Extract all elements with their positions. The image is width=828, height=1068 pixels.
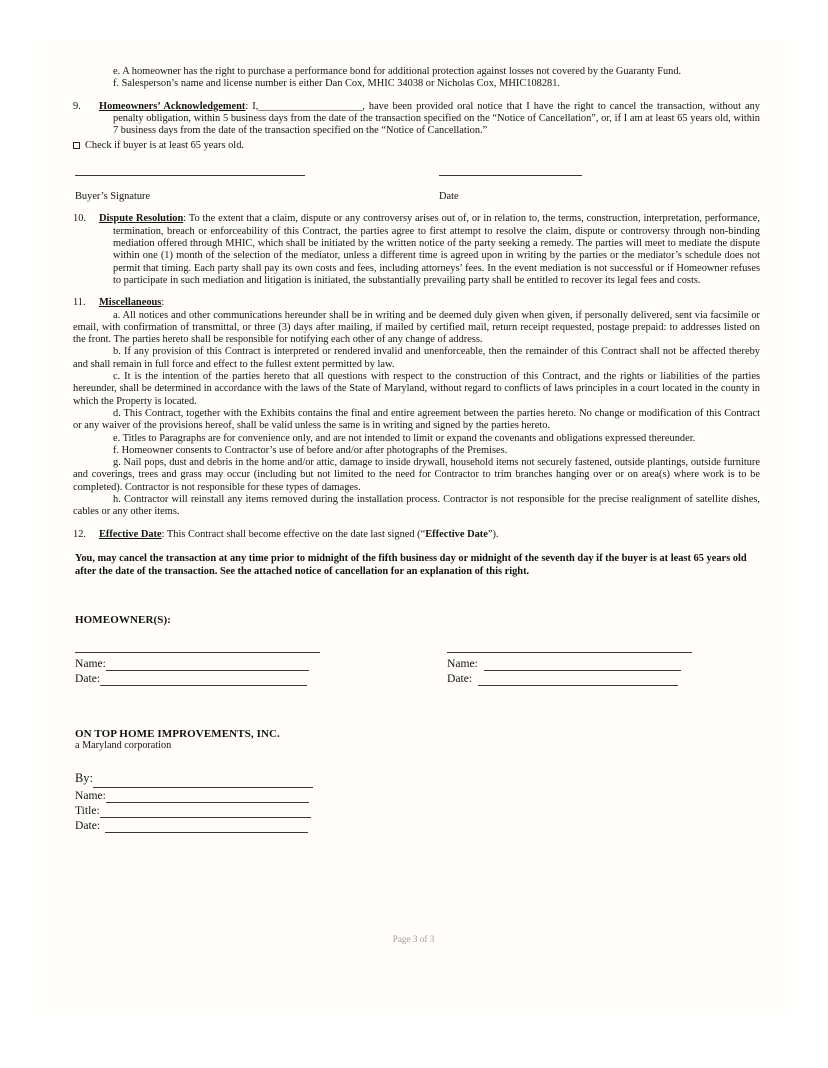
homeowner-left-name-row[interactable] bbox=[75, 656, 309, 671]
contractor-title-row[interactable] bbox=[75, 803, 760, 818]
homeowner-right-name-row[interactable] bbox=[447, 656, 681, 671]
homeowner-right-date-label: Date: bbox=[447, 672, 473, 686]
contractor-date-line[interactable] bbox=[105, 820, 308, 833]
homeowner-left-date-line[interactable] bbox=[100, 673, 307, 686]
section-12-text-before: : This Contract shall become effective on the date last signed (“ bbox=[161, 528, 426, 540]
section-11-item-c: c. It is the intention of the parties hereto that all questions with respect to the construction of this Contract, and the rights or liabilities of the parties hereunder, shall be determined in accordance with the laws of the State of Maryland, without regard to conflicts of laws principles in a court located in the county in which the Property is located. bbox=[73, 371, 760, 407]
buyer-signature-caption: Buyer’s Signature bbox=[75, 191, 151, 203]
section-11 bbox=[73, 297, 760, 309]
homeowner-right-name-label: Name: bbox=[447, 657, 478, 671]
homeowner-block-title: HOMEOWNER(S): bbox=[75, 614, 172, 627]
clause-e: e. A homeowner has the right to purchase a performance bond for additional protection against losses not covered by the Guaranty Fund. bbox=[113, 66, 682, 77]
homeowner-left-signature-line[interactable] bbox=[75, 652, 320, 653]
homeowner-right-name-line[interactable] bbox=[484, 658, 681, 671]
section-11-number: 11. bbox=[73, 297, 86, 309]
section-11-item-d: d. This Contract, together with the Exhibits contains the final and entire agreement between the parties hereto. No change or modification of this Contract or any waiver of the provisions hereof, shall be valid unless the same is in writing and signed by the parties hereto. bbox=[73, 407, 760, 432]
homeowner-right-date-line[interactable] bbox=[478, 673, 678, 686]
document-page bbox=[35, 40, 792, 1015]
contractor-by-row[interactable] bbox=[75, 769, 760, 788]
buyer-date-line[interactable] bbox=[439, 175, 582, 176]
contractor-name-label: Name: bbox=[75, 789, 106, 803]
section-9-text: : I,____________________, have been provided oral notice that I have the right to cancel the transaction, without any penalty obligation, within 5 business days from the date of the transaction specified on the “Notice of Cancellation”, or, if I am at least 65 years old, within 7 business days from the date of the transaction specified on the “Notice of Cancellation.” bbox=[113, 100, 761, 137]
contractor-date-label: Date: bbox=[75, 819, 101, 833]
homeowner-left-name-label: Name: bbox=[75, 657, 106, 671]
section-11-item-f: f. Homeowner consents to Contractor’s use of before and/or after photographs of the Premises. bbox=[113, 444, 508, 456]
contractor-company-type: a Maryland corporation bbox=[75, 740, 172, 752]
section-10 bbox=[73, 213, 760, 287]
section-12-body bbox=[99, 529, 760, 541]
section-10-body bbox=[99, 213, 760, 287]
section-12-text-after: ”). bbox=[487, 528, 499, 540]
homeowner-left-date-label: Date: bbox=[75, 672, 101, 686]
section-11-item-b: b. If any provision of this Contract is interpreted or rendered invalid and unenforceable, then the remainder of this Contract shall not be affected thereby and shall remain in full force and effect to the fullest extent permitted by law. bbox=[73, 346, 760, 370]
contractor-name-line[interactable] bbox=[106, 790, 309, 803]
age-checkbox-row[interactable] bbox=[73, 140, 760, 151]
section-10-text: : To the extent that a claim, dispute or any controversy arises out of, or in relation to, the terms, construction, interpretation, performance, termination, breach or enforceability of this Contract, the parties agree to first attempt to resolve the claim, dispute or controversy through non-binding mediation offered through MHIC, which shall be initiated by the written notice of the party seeking a remedy. The parties will meet to mediate the dispute within one (1) month of the selection of the mediator, unless a different time is agreed upon in writing by the parties or the mediator’s schedule does not permit that timing. Each party shall pay its own costs and fees, including attorneys’ fees. In the event mediation is not successful or if Homeowner refuses to participate in such mediation and litigation is initiated, the substantially prevailing party shall be entitled to recover its legal fees and costs. bbox=[113, 213, 760, 286]
section-12-heading: Effective Date bbox=[99, 528, 162, 540]
cancellation-notice: You, may cancel the transaction at any time prior to midnight of the fifth business day or midnight of the seventh day if the buyer is at least 65 years old after the date of the transaction. See the attached notice of cancellation for an explanation of this right. bbox=[75, 552, 747, 577]
document-body bbox=[73, 66, 760, 833]
contractor-by-line[interactable] bbox=[93, 773, 313, 788]
homeowner-left-date-row[interactable] bbox=[75, 671, 309, 686]
page-footer: Page 3 of 3 bbox=[392, 934, 435, 944]
homeowner-left-name-line[interactable] bbox=[106, 658, 309, 671]
section-11-colon: : bbox=[161, 297, 165, 309]
section-11-item-a: a. All notices and other communications hereunder shall be in writing and be deemed duly given when given, if personally delivered, sent via facsimile or email, with confirmation of transmittal, or three (3) days after mailing, if mailed by certified mail, return receipt requested, postage prepaid: to addresses listed on the front. The parties hereto shall be responsible for notifying each other of any change of address. bbox=[73, 309, 760, 346]
homeowner-signature-block bbox=[73, 648, 760, 698]
section-12 bbox=[73, 529, 760, 541]
section-11-heading-body bbox=[99, 297, 760, 309]
section-10-number: 10. bbox=[73, 213, 86, 225]
section-9 bbox=[73, 101, 760, 138]
contractor-title-line[interactable] bbox=[100, 805, 311, 818]
buyer-signature-block bbox=[73, 165, 760, 205]
section-11-item-h: h. Contractor will reinstall any items removed during the installation process. Contractor is not responsible for the precise realignment of satellite dishes, cables or any other items. bbox=[73, 494, 760, 518]
contractor-title-label: Title: bbox=[75, 804, 100, 818]
contractor-signature-block bbox=[73, 769, 760, 833]
section-11-item-g: g. Nail pops, dust and debris in the home and/or attic, damage to inside drywall, household items not securely fastened, outside plantings, outside furniture and coverings, trees and grass may occur (including but not limited to the need for Contractor to trim branches hanging over or on area(s) where work is to be completed). Contractor is not responsible for these types of damages. bbox=[73, 457, 760, 493]
buyer-date-caption: Date bbox=[439, 191, 459, 203]
contractor-name-row[interactable] bbox=[75, 788, 760, 803]
age-checkbox-label: Check if buyer is at least 65 years old. bbox=[85, 140, 244, 152]
section-10-heading: Dispute Resolution bbox=[99, 213, 184, 225]
homeowner-right-date-row[interactable] bbox=[447, 671, 681, 686]
contractor-company-name: ON TOP HOME IMPROVEMENTS, INC. bbox=[75, 728, 280, 741]
clause-f: f. Salesperson’s name and license number is either Dan Cox, MHIC 34038 or Nicholas Cox, MHIC108281. bbox=[113, 78, 561, 90]
contractor-date-row[interactable] bbox=[75, 818, 760, 833]
section-9-heading: Homeowners’ Acknowledgement bbox=[99, 100, 246, 112]
section-12-term: Effective Date bbox=[425, 528, 488, 540]
contractor-by-label: By: bbox=[75, 771, 93, 786]
section-9-number: 9. bbox=[73, 100, 81, 112]
section-9-body bbox=[99, 101, 760, 138]
section-11-item-e: e. Titles to Paragraphs are for convenience only, and are not intended to limit or expand the covenants and obligations expressed thereunder. bbox=[113, 432, 696, 444]
buyer-signature-line[interactable] bbox=[75, 175, 305, 176]
section-12-number: 12. bbox=[73, 528, 86, 540]
section-11-heading: Miscellaneous bbox=[99, 297, 162, 309]
homeowner-right-signature-line[interactable] bbox=[447, 652, 692, 653]
checkbox-icon[interactable] bbox=[73, 142, 80, 149]
